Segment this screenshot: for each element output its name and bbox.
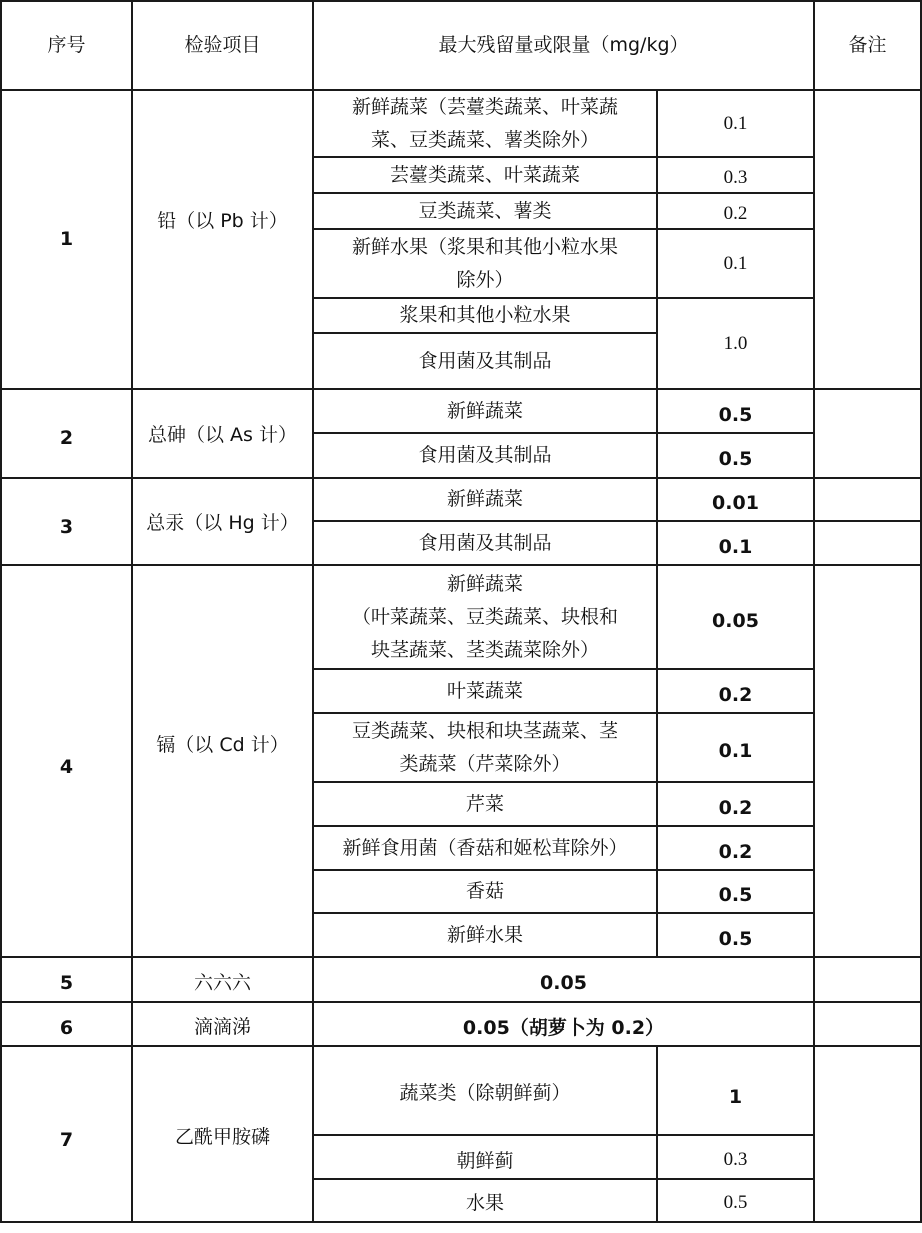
limit-value: 0.2 [718, 840, 753, 863]
limit-value: 0.5 [718, 403, 753, 426]
food-category: 朝鲜蓟 [456, 1149, 514, 1172]
limit-value: 0.05（胡萝卜为 0.2） [462, 1016, 665, 1039]
food-category: 食用菌及其制品 [418, 444, 552, 466]
limit-value: 0.01 [712, 492, 759, 514]
limit-value: 0.1 [718, 535, 753, 558]
food-category: 叶菜蔬菜 [446, 679, 523, 702]
test-item: 乙酰甲胺磷 [174, 1125, 270, 1148]
limit-value: 0.5 [723, 1191, 748, 1213]
food-category: 香菇 [465, 880, 504, 902]
food-category: 芸薹类蔬菜、叶菜蔬菜 [389, 163, 580, 186]
limit-value: 0.1 [723, 113, 748, 134]
header-seq: 序号 [47, 34, 86, 56]
food-category: 食用菌及其制品 [418, 349, 552, 372]
food-category: 芹菜 [465, 792, 504, 815]
limit-value: 0.2 [718, 796, 753, 819]
limit-value: 0.3 [723, 166, 748, 188]
food-category: 新鲜水果 [446, 923, 523, 946]
limit-value: 0.3 [723, 1148, 748, 1170]
limit-value: 0.1 [723, 253, 748, 274]
limit-value: 1 [728, 1085, 743, 1108]
header-note: 备注 [848, 34, 887, 56]
food-category: 新鲜水果（浆果和其他小粒水果 除外） [351, 235, 618, 291]
test-item: 镉（以 Cd 计） [156, 733, 289, 756]
limit-value: 1.0 [723, 333, 748, 354]
row-number: 1 [59, 228, 74, 250]
row-number: 5 [59, 971, 74, 994]
limit-value: 0.05 [540, 971, 587, 994]
food-category: 新鲜蔬菜 [446, 488, 523, 510]
food-category: 豆类蔬菜、块根和块茎蔬菜、茎 类蔬菜（芹菜除外） [351, 719, 618, 775]
row-number: 2 [59, 426, 74, 449]
rule [313, 332, 657, 334]
limit-value: 0.1 [718, 740, 753, 762]
food-category: 蔬菜类（除朝鲜蓟） [399, 1081, 571, 1104]
row-number: 3 [59, 515, 74, 538]
header-item: 检验项目 [184, 34, 261, 56]
header-limit: 最大残留量或限量（mg/kg） [438, 34, 689, 56]
test-item: 六六六 [193, 971, 251, 994]
row-number: 4 [59, 755, 74, 778]
food-category: 新鲜食用菌（香菇和姬松茸除外） [342, 836, 628, 859]
food-category: 浆果和其他小粒水果 [399, 304, 571, 326]
limit-value: 0.2 [718, 683, 753, 706]
limit-value: 0.5 [718, 448, 753, 470]
row-number: 7 [59, 1128, 74, 1151]
limit-value: 0.05 [712, 609, 759, 632]
limit-value: 0.5 [718, 884, 753, 906]
test-item: 铅（以 Pb 计） [157, 209, 288, 232]
food-category: 新鲜蔬菜 （叶菜蔬菜、豆类蔬菜、块根和 块茎蔬菜、茎类蔬菜除外） [351, 572, 618, 661]
food-category: 水果 [465, 1191, 504, 1214]
test-item: 滴滴涕 [193, 1015, 251, 1038]
row-number: 6 [59, 1016, 74, 1039]
test-item: 总砷（以 As 计） [148, 423, 297, 446]
food-category: 食用菌及其制品 [418, 531, 552, 554]
rule [813, 0, 815, 1223]
test-item: 总汞（以 Hg 计） [146, 511, 299, 534]
limit-value: 0.2 [723, 202, 748, 224]
rule [814, 520, 922, 522]
food-category: 新鲜蔬菜 [446, 399, 523, 422]
limit-value: 0.5 [718, 927, 753, 950]
food-category: 豆类蔬菜、薯类 [418, 199, 552, 222]
food-category: 新鲜蔬菜（芸薹类蔬菜、叶菜蔬 菜、豆类蔬菜、薯类除外） [351, 95, 618, 151]
